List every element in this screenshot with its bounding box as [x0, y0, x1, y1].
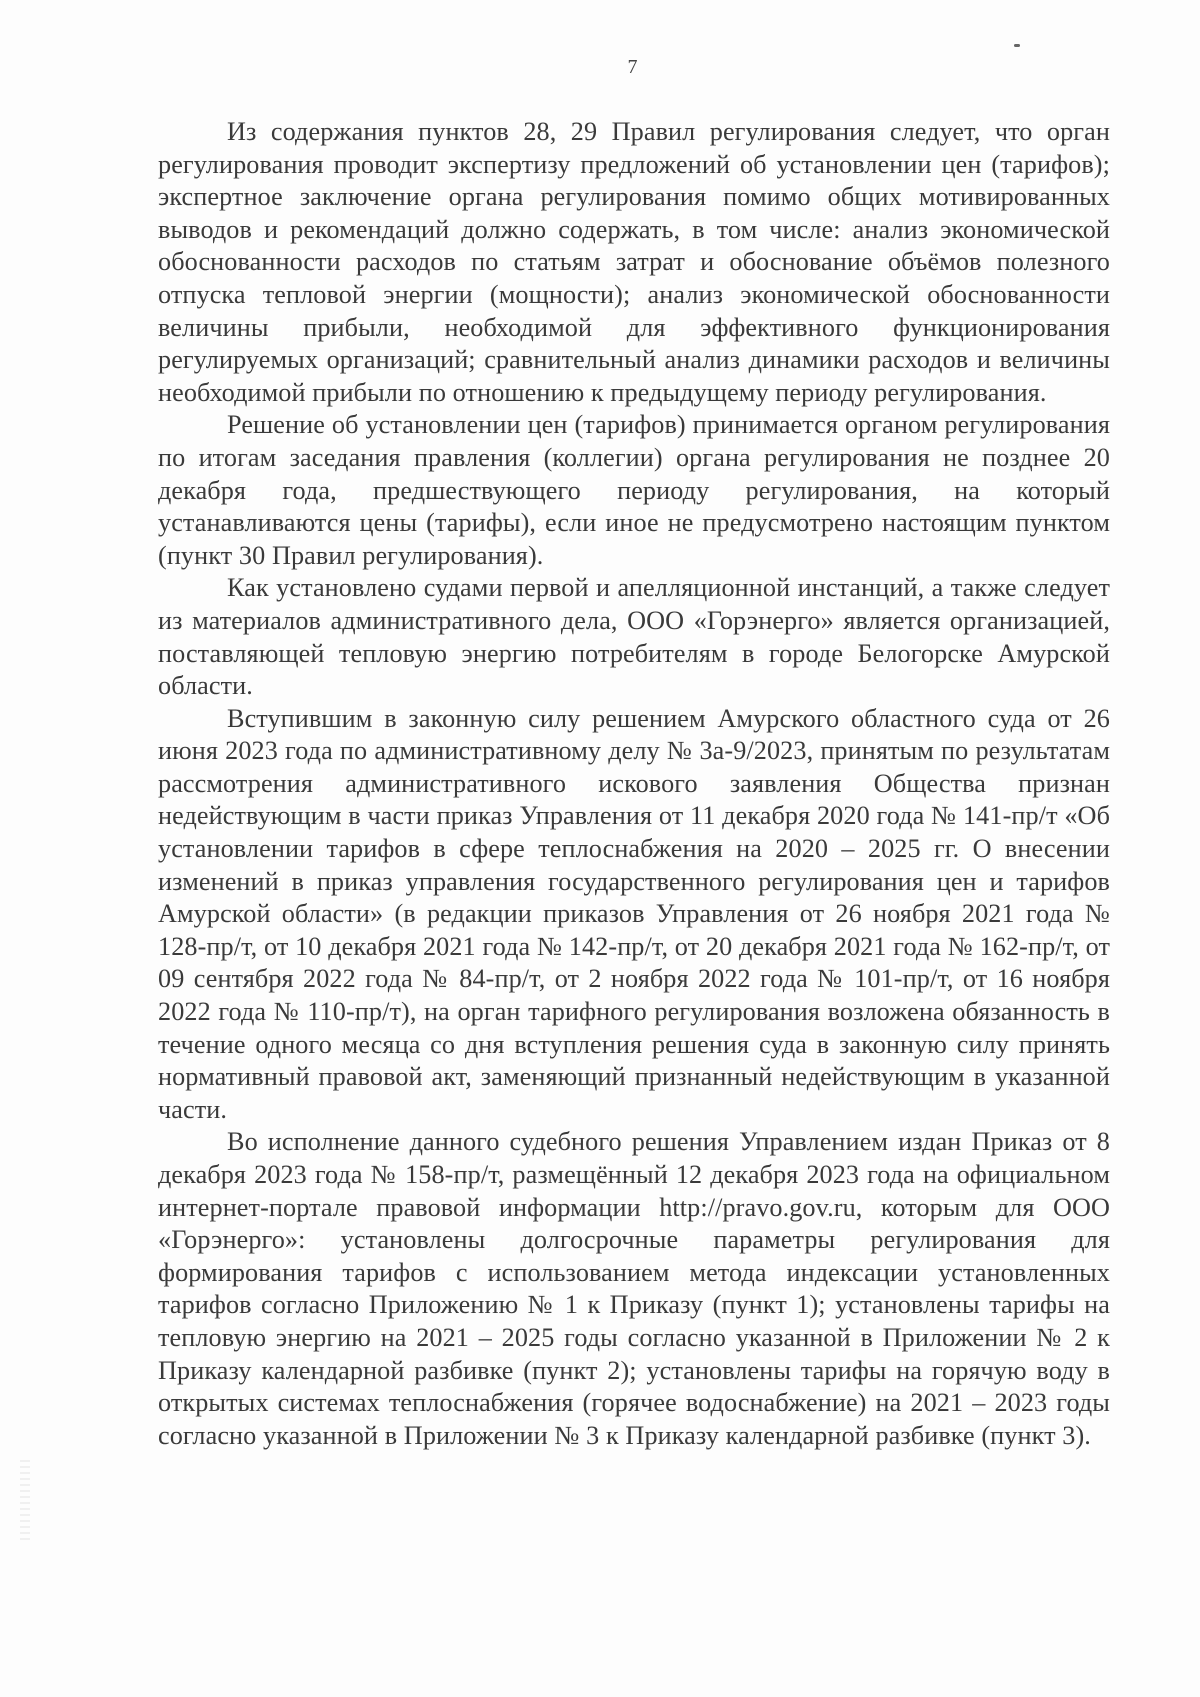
scan-speck — [1014, 44, 1020, 47]
page-number: 7 — [627, 56, 638, 78]
paragraph-4: Вступившим в законную силу решением Амурского областного суда от 26 июня 2023 года по административному делу № 3а-9/2023, принятым по результатам рассмотрения административного искового заявления Общества признан недействующим в части приказ Управления от 11 декабря 2020 года № 141-пр/т «Об установлении тарифов в сфере теплоснабжения на 2020 – 2025 гг. О внесении изменений в приказ управления государственного регулирования цен и тарифов Амурской области» (в редакции приказов Управления от 26 ноября 2021 года № 128-пр/т, от 10 декабря 2021 года № 142-пр/т, от 20 декабря 2021 года № 162-пр/т, от 09 сентября 2022 года № 84-пр/т, от 2 ноября 2022 года № 101-пр/т, от 16 ноября 2022 года № 110-пр/т), на орган тарифного регулирования возложена обязанность в течение одного месяца со дня вступления решения суда в законную силу принять нормативный правовой акт, заменяющий признанный недействующим в указанной части. — [158, 703, 1110, 1124]
paragraph-2: Решение об установлении цен (тарифов) принимается органом регулирования по итогам заседания правления (коллегии) органа регулирования не позднее 20 декабря года, предшествующего периоду регулирования, на который устанавливаются цены (тарифы), если иное не предусмотрено настоящим пунктом (пункт 30 Правил регулирования). — [158, 410, 1110, 570]
paragraph-1: Из содержания пунктов 28, 29 Правил регулирования следует, что орган регулирования проводит экспертизу предложений об установлении цен (тарифов); экспертное заключение органа регулирования помимо общих мотивированных выводов и рекомендаций должно содержать, в том числе: анализ экономической обоснованности расходов по статьям затрат и обоснование объёмов полезного отпуска тепловой энергии (мощности); анализ экономической обоснованности величины прибыли, необходимой для эффективного функционирования регулируемых организаций; сравнительный анализ динамики расходов и величины необходимой прибыли по отношению к предыдущему периоду регулирования. — [158, 117, 1110, 407]
scan-edge-artifact — [20, 1460, 30, 1540]
paragraph-5: Во исполнение данного судебного решения Управлением издан Приказ от 8 декабря 2023 года № 158-пр/т, размещённый 12 декабря 2023 года на официальном интернет-портале правовой информации http://pravo.gov.ru, которым для ООО «Горэнерго»: установлены долгосрочные параметры регулирования для формирования тарифов с использованием метода индексации установленных тарифов согласно Приложению № 1 к Приказу (пункт 1); установлены тарифы на тепловую энергию на 2021 – 2025 годы согласно указанной в Приложении № 2 к Приказу календарной разбивке (пункт 2); установлены тарифы на горячую воду в открытых системах теплоснабжения (горячее водоснабжение) на 2021 – 2023 годы согласно указанной в Приложении № 3 к Приказу календарной разбивке (пункт 3). — [158, 1127, 1110, 1450]
document-body — [158, 116, 1110, 1452]
paragraph-3: Как установлено судами первой и апелляционной инстанций, а также следует из материалов административного дела, ООО «Горэнерго» является организацией, поставляющей тепловую энергию потребителям в городе Белогорске Амурской области. — [158, 573, 1110, 701]
